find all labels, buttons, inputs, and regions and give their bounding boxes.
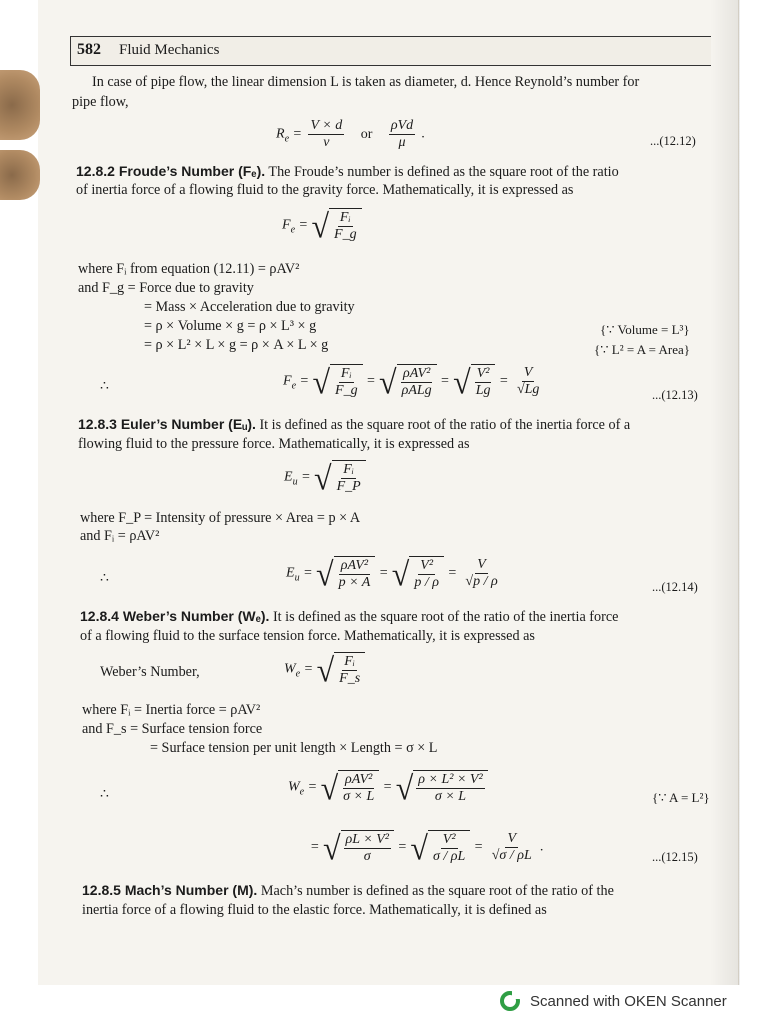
- weber-heading: 12.8.4 Weber’s Number (Wₑ). It is defined as the square root of the ratio of the inertia force: [80, 608, 619, 625]
- weber-label: Weber’s Number,: [100, 664, 200, 680]
- therefore-symbol: ∴: [100, 378, 110, 394]
- euler-heading: 12.8.3 Euler’s Number (Eᵤ). It is defined as the square root of the ratio of the inertia force of a: [78, 416, 631, 433]
- scanner-watermark: [500, 988, 727, 1014]
- froude-heading: 12.8.2 Froude’s Number (Fₑ). The Froude’s number is defined as the square root of the ratio: [76, 163, 619, 180]
- euler-result: $E_u$ = √ $\frac{\text{ρAV²}}{p \times A}$ = √ $\frac{\text{V²}}{p / \rho}$ = $\frac{V}{√p / \rho}$: [286, 554, 498, 593]
- froude-where-5: = ρ × L² × L × g = ρ × A × L × g: [144, 337, 329, 353]
- page-number: 582: [77, 41, 101, 58]
- froude-where-4: = ρ × Volume × g = ρ × L³ × g: [144, 318, 317, 334]
- froude-where-2: and F_g = Force due to gravity: [78, 280, 254, 296]
- weber-definition: $W_e$ = √ $\frac{\text{Fᵢ}}{F\_s}$: [284, 652, 365, 687]
- intro-line-1: In case of pipe flow, the linear dimension L is taken as diameter, d. Hence Reynold’s number for: [92, 74, 640, 90]
- reynolds-equation: $R_e$ = $\frac{V \times d}{\nu}$ or $\frac{\text{ρVd}}{\mu}$ .: [276, 118, 426, 150]
- euler-therefore: ∴: [100, 570, 110, 586]
- thumb-1: [0, 70, 40, 140]
- page-edge-shadow: [710, 0, 740, 985]
- eq-number-12-15: ...(12.15): [652, 850, 698, 864]
- scanner-label: Scanned with OKEN Scanner: [530, 992, 727, 1010]
- oken-logo-icon: [500, 991, 520, 1011]
- euler-where-2: and Fᵢ = ρAV²: [80, 528, 160, 544]
- weber-line-2: of a flowing fluid to the surface tension force. Mathematically, it is expressed as: [80, 628, 535, 644]
- euler-definition: $E_u$ = √ $\frac{\text{Fᵢ}}{F\_P}$: [284, 460, 366, 495]
- froude-where-3: = Mass × Acceleration due to gravity: [144, 299, 355, 315]
- page-header: [70, 36, 711, 66]
- intro-line-2: pipe flow,: [72, 94, 129, 110]
- froude-result: $F_e$ = √ $\frac{\text{Fᵢ}}{F\_g}$ = √ $\frac{\text{ρAV²}}{\text{ρALg}}$ = √ $\frac{\text{V²}}{Lg}$ = $\frac{V}{√Lg}$: [283, 362, 540, 401]
- froude-where-1: where Fᵢ from equation (12.11) = ρAV²: [78, 261, 300, 277]
- eq-number-12-14: ...(12.14): [652, 580, 698, 594]
- eq-number-12-13: ...(12.13): [652, 388, 698, 402]
- froude-definition: $F_e$ = √ $\frac{\text{Fᵢ}}{F\_g}$: [282, 208, 362, 243]
- mach-heading: 12.8.5 Mach’s Number (M). Mach’s number is defined as the square root of the ratio of the: [82, 882, 614, 899]
- eq-number-12-12: ...(12.12): [650, 134, 696, 148]
- euler-line-2: flowing fluid to the pressure force. Mathematically, it is expressed as: [78, 436, 470, 452]
- weber-where-3: = Surface tension per unit length × Length = σ × L: [150, 740, 438, 756]
- weber-where-1: where Fᵢ = Inertia force = ρAV²: [82, 702, 261, 718]
- book-title: Fluid Mechanics: [119, 42, 220, 58]
- euler-where-1: where F_P = Intensity of pressure × Area = p × A: [80, 510, 361, 526]
- froude-note-2: {∵ L² = A = Area}: [594, 342, 690, 357]
- froude-line-2: of inertia force of a flowing fluid to the gravity force. Mathematically, it is expressed as: [76, 182, 574, 198]
- weber-therefore: ∴: [100, 786, 110, 802]
- weber-result-2: = √ $\frac{\text{ρL × V²}}{\sigma}$ = √ $\frac{\text{V²}}{\sigma / \rho L}$ = $\frac{V}{√\sigma / \rho L}$ .: [310, 828, 544, 867]
- mach-line-2: inertia force of a flowing fluid to the elastic force. Mathematically, it is defined as: [82, 902, 547, 918]
- weber-where-2: and F_s = Surface tension force: [82, 721, 263, 737]
- weber-note: {∵ A = L²}: [652, 790, 710, 805]
- froude-note-1: {∵ Volume = L³}: [600, 322, 690, 337]
- weber-result-1: $W_e$ = √ $\frac{\text{ρAV²}}{\sigma \times L}$ = √ $\frac{\text{ρ × L² × V²}}{\sigma \times L}$: [288, 770, 488, 805]
- thumb-2: [0, 150, 40, 200]
